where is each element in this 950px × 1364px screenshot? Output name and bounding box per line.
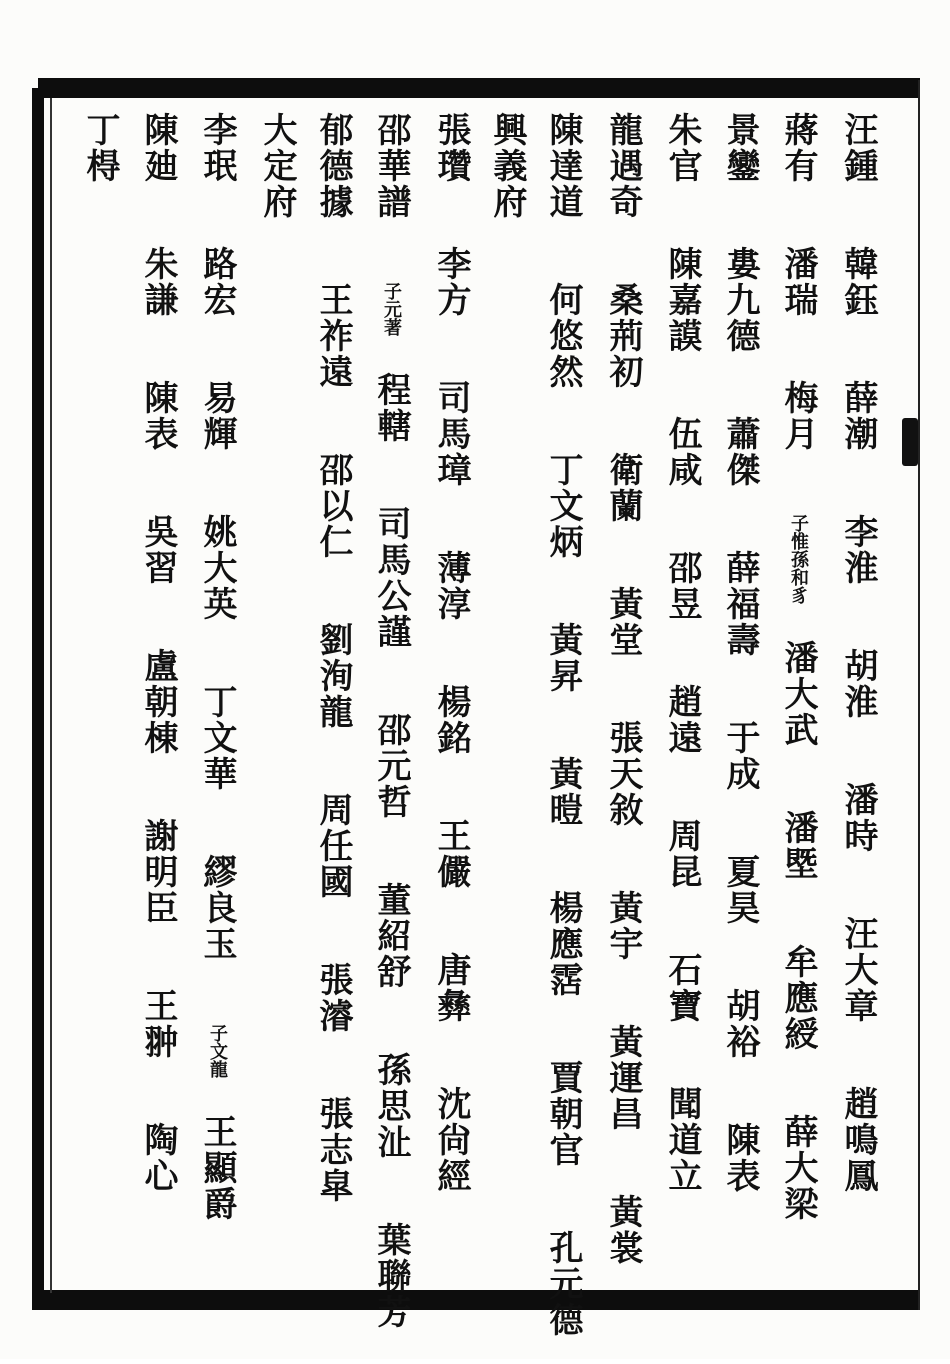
spacer [543, 1194, 583, 1230]
person-name: 王儼 [431, 818, 471, 890]
spacer [197, 1078, 237, 1114]
person-name: 趙遠 [662, 684, 702, 756]
person-name: 于成 [720, 720, 760, 792]
person-name: 景鑾 [720, 112, 760, 184]
person-name: 周任國 [313, 792, 353, 900]
spacer [371, 676, 411, 712]
person-name: 趙鳴鳳 [838, 1086, 878, 1194]
spacer [838, 880, 878, 916]
person-name: 黃堂 [603, 586, 643, 658]
person-name: 陳表 [138, 380, 178, 452]
spacer [720, 684, 760, 720]
prefecture-heading: 大定府 [257, 112, 297, 220]
person-name: 薛大梁 [778, 1114, 818, 1222]
spacer [603, 988, 643, 1024]
person-name: 張瓚 [431, 112, 471, 184]
name-column [366, 112, 416, 1330]
spacer [662, 916, 702, 952]
person-name: 陳達道 [543, 112, 583, 220]
person-name: 潘瑞 [778, 246, 818, 318]
spacer [543, 720, 583, 756]
person-name: 楊銘 [431, 684, 471, 756]
spacer [838, 478, 878, 514]
person-name: 邵華譜 [371, 112, 411, 220]
person-name: 邵元哲 [371, 712, 411, 820]
spacer [371, 846, 411, 882]
spacer [197, 210, 237, 246]
person-name: 陳嘉謨 [662, 246, 702, 354]
person-name: 黃裳 [603, 1194, 643, 1266]
spacer [778, 344, 818, 380]
spacer [313, 416, 353, 452]
spacer [80, 210, 120, 246]
spacer [138, 612, 178, 648]
person-name: 朱謙 [138, 246, 178, 318]
person-name: 楊應霑 [543, 890, 583, 998]
person-name: 黃昇 [543, 622, 583, 694]
left-inner-rule [50, 98, 52, 1293]
spacer [662, 1220, 702, 1256]
person-name: 衛蘭 [603, 452, 643, 524]
spacer [543, 416, 583, 452]
annotation-note: 子元著 [381, 282, 402, 336]
spacer [778, 210, 818, 246]
spacer [431, 210, 471, 246]
person-name: 司馬璋 [431, 380, 471, 488]
name-column [308, 112, 358, 1292]
spacer [603, 550, 643, 586]
person-name: 張濬 [313, 962, 353, 1034]
name-column [75, 112, 125, 1292]
spacer [720, 952, 760, 988]
name-column [833, 112, 883, 1292]
person-name: 石寶 [662, 952, 702, 1024]
person-name: 陳表 [720, 1122, 760, 1194]
spacer [778, 1248, 818, 1284]
spacer [313, 756, 353, 792]
name-column [657, 112, 707, 1292]
spacer [720, 514, 760, 550]
person-name: 薛潮 [838, 380, 878, 452]
person-name: 張天敘 [603, 720, 643, 828]
spacer [313, 1230, 353, 1266]
person-name: 黃宇 [603, 890, 643, 962]
spacer [431, 344, 471, 380]
person-name: 周昆 [662, 818, 702, 890]
person-name: 路宏 [197, 246, 237, 318]
spacer [197, 648, 237, 684]
person-name: 薄淳 [431, 550, 471, 622]
person-name: 丁文炳 [543, 452, 583, 560]
person-name: 潘塈 [778, 810, 818, 882]
spacer [138, 1086, 178, 1122]
person-name: 司馬公謹 [371, 506, 411, 650]
person-name: 胡淮 [838, 648, 878, 720]
person-name: 胡裕 [720, 988, 760, 1060]
spacer [603, 416, 643, 452]
spacer [431, 648, 471, 684]
person-name: 薛福壽 [720, 550, 760, 658]
name-column [538, 112, 588, 1338]
spacer [662, 648, 702, 684]
spacer [603, 1292, 643, 1328]
spacer [778, 604, 818, 640]
name-column [773, 112, 823, 1292]
person-name: 潘大武 [778, 640, 818, 748]
spacer [543, 586, 583, 622]
top-border-rule [38, 78, 920, 98]
spacer [662, 210, 702, 246]
spacer [138, 478, 178, 514]
spacer [138, 782, 178, 818]
person-name: 賈朝官 [543, 1060, 583, 1168]
spacer [603, 684, 643, 720]
annotation-note: 子文龍 [207, 1024, 228, 1078]
annotation-note: 子惟孫和豸 [788, 514, 809, 604]
spacer [371, 1186, 411, 1222]
person-name: 聞道立 [662, 1086, 702, 1194]
person-name: 吳習 [138, 514, 178, 586]
person-name: 韓鈺 [838, 246, 878, 318]
spacer [662, 782, 702, 818]
person-name: 丁棏 [80, 112, 120, 184]
person-name: 姚大英 [197, 514, 237, 622]
spacer [138, 1220, 178, 1256]
spacer [138, 952, 178, 988]
spacer [720, 818, 760, 854]
page-edge-tab [902, 418, 918, 466]
spacer [720, 210, 760, 246]
prefecture-heading: 興義府 [487, 112, 527, 220]
spacer [778, 478, 818, 514]
spacer [778, 1078, 818, 1114]
spacer [720, 1220, 760, 1256]
spacer [603, 1158, 643, 1194]
spacer [543, 246, 583, 282]
spacer [543, 854, 583, 890]
person-name: 王顯爵 [197, 1114, 237, 1222]
spacer [197, 1248, 237, 1284]
spacer [431, 782, 471, 818]
spacer [603, 246, 643, 282]
spacer [431, 1050, 471, 1086]
person-name: 汪鍾 [838, 112, 878, 184]
person-name: 邵昱 [662, 550, 702, 622]
prefecture-heading-column [482, 112, 532, 1292]
person-name: 邵以仁 [313, 452, 353, 560]
spacer [313, 246, 353, 282]
spacer [197, 344, 237, 380]
person-name: 程轄 [371, 372, 411, 444]
left-border-rule [32, 88, 44, 1310]
person-name: 張志皐 [313, 1096, 353, 1204]
person-name: 潘時 [838, 782, 878, 854]
person-name: 謝明臣 [138, 818, 178, 926]
name-column [133, 112, 183, 1292]
spacer [371, 246, 411, 282]
person-name: 葉聯芳 [371, 1222, 411, 1330]
spacer [197, 988, 237, 1024]
person-name: 易輝 [197, 380, 237, 452]
person-name: 丁文華 [197, 684, 237, 792]
spacer [838, 1050, 878, 1086]
spacer [662, 380, 702, 416]
person-name: 李方 [431, 246, 471, 318]
spacer [197, 478, 237, 514]
person-name: 汪大章 [838, 916, 878, 1024]
spacer [313, 926, 353, 962]
person-name: 牟應綬 [778, 944, 818, 1052]
person-name: 夏昊 [720, 854, 760, 926]
spacer [838, 210, 878, 246]
spacer [662, 1050, 702, 1086]
spacer [313, 586, 353, 622]
person-name: 何悠然 [543, 282, 583, 390]
spacer [371, 1016, 411, 1052]
spacer [778, 774, 818, 810]
spacer [720, 1086, 760, 1122]
name-column [715, 112, 765, 1292]
bottom-border-rule [34, 1290, 920, 1310]
spacer [838, 344, 878, 380]
person-name: 蕭傑 [720, 416, 760, 488]
name-column [426, 112, 476, 1292]
spacer [543, 1024, 583, 1060]
spacer [720, 380, 760, 416]
spacer [603, 854, 643, 890]
person-name: 繆良玉 [197, 854, 237, 962]
person-name: 婁九德 [720, 246, 760, 354]
spacer [371, 1356, 411, 1364]
person-name: 王翀 [138, 988, 178, 1060]
person-name: 沈尙經 [431, 1086, 471, 1194]
spacer [138, 210, 178, 246]
spacer [838, 612, 878, 648]
person-name: 盧朝棟 [138, 648, 178, 756]
person-name: 唐彝 [431, 952, 471, 1024]
right-edge-line [918, 80, 920, 1310]
person-name: 王祚遠 [313, 282, 353, 390]
person-name: 蔣有 [778, 112, 818, 184]
spacer [778, 908, 818, 944]
spacer [197, 818, 237, 854]
person-name: 劉洵龍 [313, 622, 353, 730]
spacer [313, 1060, 353, 1096]
person-name: 黃暟 [543, 756, 583, 828]
person-name: 李珉 [197, 112, 237, 184]
spacer [838, 746, 878, 782]
spacer [838, 1220, 878, 1256]
person-name: 郁德據 [313, 112, 353, 220]
spacer [431, 514, 471, 550]
person-name: 伍咸 [662, 416, 702, 488]
spacer [431, 1220, 471, 1256]
person-name: 桑荊初 [603, 282, 643, 390]
spacer [662, 514, 702, 550]
person-name: 孫思沚 [371, 1052, 411, 1160]
person-name: 陶心 [138, 1122, 178, 1194]
spacer [138, 344, 178, 380]
spacer [431, 916, 471, 952]
person-name: 董紹舒 [371, 882, 411, 990]
person-name: 梅月 [778, 380, 818, 452]
person-name: 孔元德 [543, 1230, 583, 1338]
spacer [371, 336, 411, 372]
spacer [371, 470, 411, 506]
person-name: 陳廸 [138, 112, 178, 184]
person-name: 黃運昌 [603, 1024, 643, 1132]
name-column [598, 112, 648, 1292]
prefecture-heading-column [252, 112, 302, 1292]
name-column [192, 112, 242, 1292]
person-name: 朱官 [662, 112, 702, 184]
person-name: 李淮 [838, 514, 878, 586]
person-name: 龍遇奇 [603, 112, 643, 220]
